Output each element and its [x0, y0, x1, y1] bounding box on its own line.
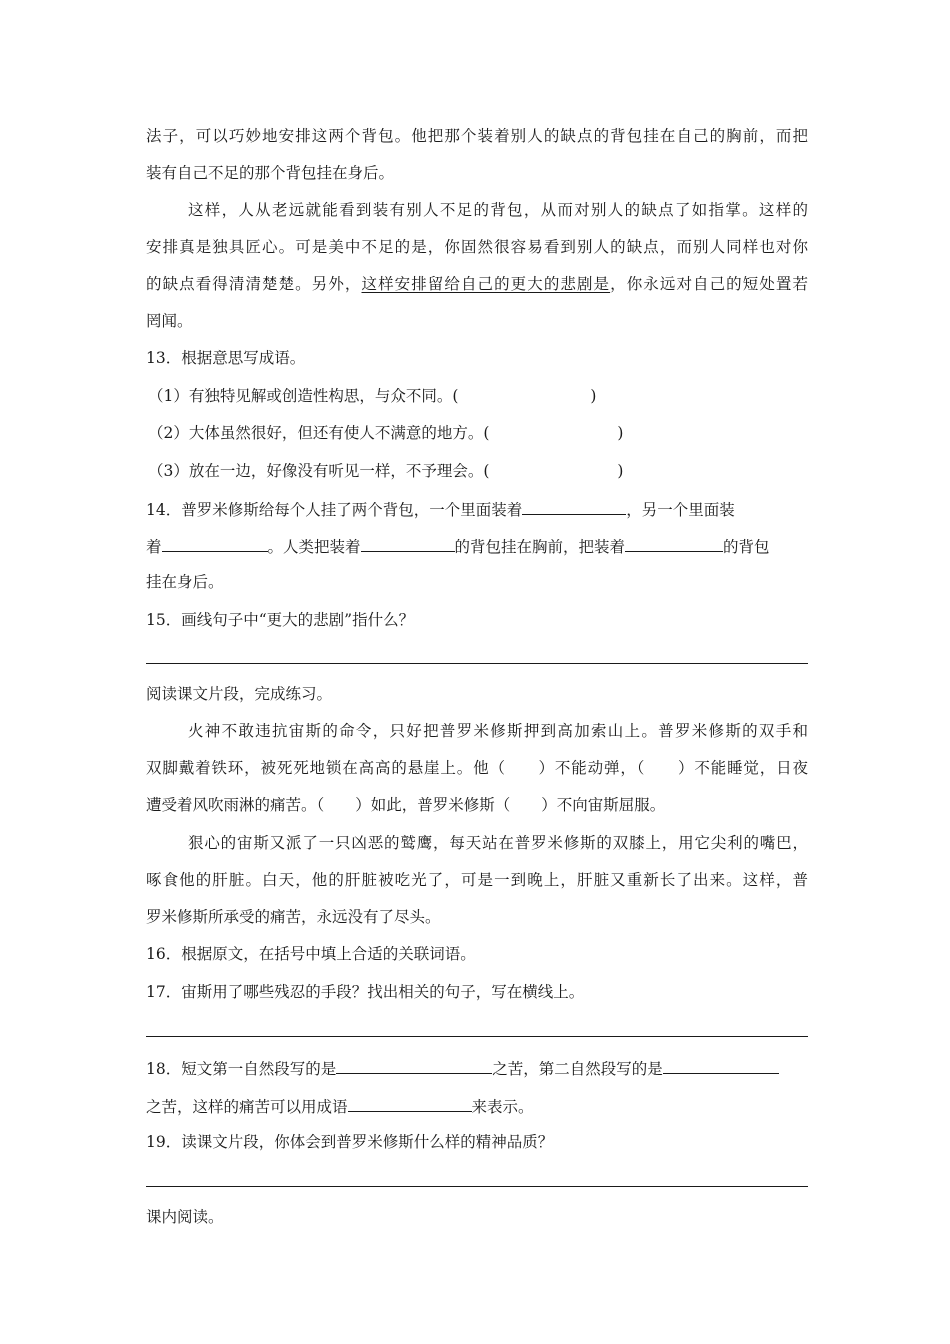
- answer-blank[interactable]: [663, 1057, 779, 1074]
- underlined-sentence: 这样安排留给自己的更大的悲剧是: [361, 275, 611, 293]
- question-13-item-3: [148, 461, 810, 481]
- answer-blank[interactable]: [522, 498, 626, 515]
- section-heading: 课内阅读。: [146, 1208, 224, 1226]
- answer-blank[interactable]: [336, 1057, 492, 1074]
- passage-line: 火神不敢违抗宙斯的命令，只好把普罗米修斯押到高加索山上。普罗米修斯的双手和: [188, 722, 808, 740]
- passage-line: [146, 274, 808, 294]
- passage-line: 啄食他的肝脏。白天，他的肝脏被吃光了，可是一到晚上，肝脏又重新长了出来。这样，普: [146, 871, 808, 889]
- question-text: 之苦，第二自然段写的是: [492, 1060, 663, 1078]
- passage-line: 遭受着风吹雨淋的痛苦。（ ）如此，普罗米修斯（ ）不向宙斯屈服。: [146, 796, 666, 814]
- answer-line[interactable]: [146, 1186, 808, 1187]
- answer-blank[interactable]: [162, 535, 268, 552]
- question-13-title: 13．根据意思写成语。: [146, 349, 306, 367]
- question-text: 14．普罗米修斯给每个人挂了两个背包，一个里面装着: [146, 501, 523, 519]
- passage-line: 双脚戴着铁环，被死死地锁在高高的悬崖上。他（ ）不能动弹，（ ）不能睡觉，日夜: [146, 759, 808, 777]
- answer-blank[interactable]: [361, 535, 455, 552]
- question-14-line-2: [146, 535, 808, 557]
- item-text: （3）放在一边，好像没有听见一样，不予理会。(: [148, 462, 490, 480]
- question-text: 。人类把装着: [267, 538, 361, 556]
- answer-line[interactable]: [146, 663, 808, 664]
- close-paren: ): [617, 424, 624, 442]
- question-text: 的背包: [723, 538, 770, 556]
- passage-line: 狠心的宙斯又派了一只凶恶的鹫鹰，每天站在普罗米修斯的双膝上，用它尖利的嘴巴，: [188, 834, 808, 852]
- question-15-title: 15．画线句子中“更大的悲剧”指什么？: [146, 611, 415, 629]
- passage-line: 法子，可以巧妙地安排这两个背包。他把那个装着别人的缺点的背包挂在自己的胸前，而把: [146, 127, 808, 145]
- passage-line: 罗米修斯所承受的痛苦，永远没有了尽头。: [146, 908, 441, 926]
- question-18-line-1: [146, 1057, 808, 1079]
- passage-text: ，你永远对自己的短处置若: [610, 275, 808, 293]
- question-19-title: 19．读课文片段，你体会到普罗米修斯什么样的精神品质？: [146, 1133, 554, 1151]
- passage-line: 装有自己不足的那个背包挂在身后。: [146, 164, 395, 182]
- passage-line: 这样，人从老远就能看到装有别人不足的背包，从而对别人的缺点了如指掌。这样的: [188, 201, 808, 219]
- question-14-line-3: 挂在身后。: [146, 573, 224, 591]
- item-text: （1）有独特见解或创造性构思，与众不同。(: [148, 387, 459, 405]
- answer-blank[interactable]: [348, 1095, 472, 1112]
- question-17-title: 17．宙斯用了哪些残忍的手段？找出相关的句子，写在横线上。: [146, 983, 585, 1001]
- question-13-item-1: [148, 386, 810, 406]
- passage-line: 安排真是独具匠心。可是美中不足的是，你固然很容易看到别人的缺点，而别人同样也对你: [146, 238, 808, 256]
- question-13-item-2: [148, 423, 810, 443]
- answer-line[interactable]: [146, 1036, 808, 1037]
- question-text: 着: [146, 538, 162, 556]
- item-text: （2）大体虽然很好，但还有使人不满意的地方。(: [148, 424, 490, 442]
- question-text: 之苦，这样的痛苦可以用成语: [146, 1098, 348, 1116]
- answer-blank[interactable]: [625, 535, 723, 552]
- question-18-line-2: [146, 1095, 808, 1117]
- question-text: ，另一个里面装: [626, 501, 735, 519]
- question-text: 18．短文第一自然段写的是: [146, 1060, 337, 1078]
- passage-line: 罔闻。: [146, 312, 193, 330]
- close-paren: ): [590, 387, 597, 405]
- question-14-line-1: [146, 498, 808, 520]
- section-intro: 阅读课文片段，完成练习。: [146, 685, 333, 703]
- passage-text: 的缺点看得清清楚楚。另外，: [146, 275, 362, 293]
- question-16-title: 16．根据原文，在括号中填上合适的关联词语。: [146, 945, 476, 963]
- close-paren: ): [617, 462, 624, 480]
- question-text: 来表示。: [471, 1098, 534, 1116]
- question-text: 的背包挂在胸前，把装着: [454, 538, 626, 556]
